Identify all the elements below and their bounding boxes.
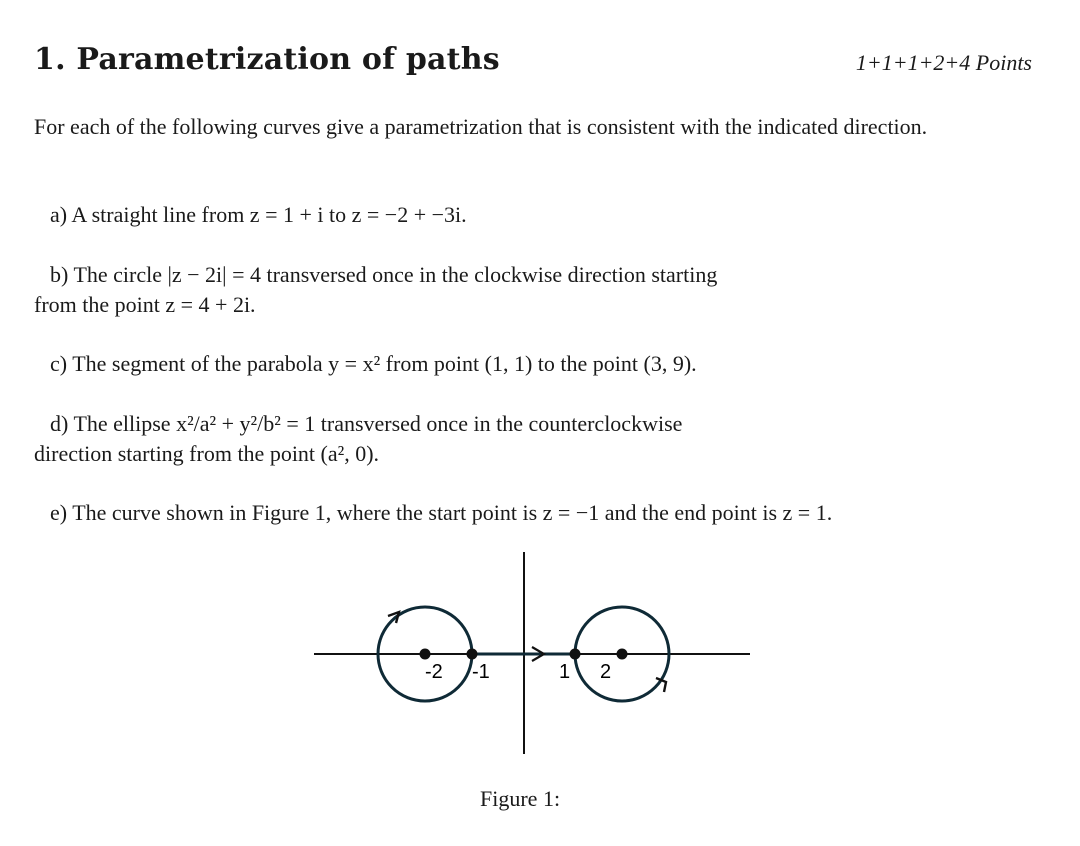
point-1 <box>570 649 581 660</box>
point-minus-1 <box>467 649 478 660</box>
figure-1 <box>310 548 760 758</box>
tick-label-minus-2: -2 <box>425 661 443 683</box>
item-text: The ellipse x²/a² + y²/b² = 1 transversed once in the counterclockwise <box>73 411 683 436</box>
intro-text: For each of the following curves give a parametrization that is consistent with the indicated direction. <box>34 114 928 139</box>
item-label: d) <box>50 411 69 436</box>
tick-label-1: 1 <box>559 661 571 683</box>
item-text-continued: direction starting from the point (a², 0). <box>34 441 380 466</box>
tick-label-2: 2 <box>600 661 612 683</box>
point-minus-2 <box>420 649 431 660</box>
figure-caption: Figure 1: <box>480 786 561 811</box>
item-text-continued: from the point z = 4 + 2i. <box>34 292 256 317</box>
item-b <box>34 260 1034 320</box>
path-diagram <box>310 548 760 758</box>
point-2 <box>617 649 628 660</box>
item-label: c) <box>50 351 68 376</box>
tick-label-minus-1: -1 <box>472 661 490 683</box>
item-text: A straight line from z = 1 + i to z = −2 + −3i. <box>71 202 467 227</box>
item-c <box>34 349 1034 379</box>
item-text: The curve shown in Figure 1, where the start point is z = −1 and the end point is z = 1. <box>72 500 833 525</box>
item-e <box>34 498 1034 528</box>
item-label: e) <box>50 500 68 525</box>
item-label: a) <box>50 202 68 227</box>
item-a <box>34 200 1034 230</box>
problem-title: 1. Parametrization of paths <box>34 42 500 77</box>
item-label: b) <box>50 262 69 287</box>
item-d <box>34 409 1034 469</box>
points-label: 1+1+1+2+4 Points <box>855 50 1032 75</box>
item-text: The segment of the parabola y = x² from point (1, 1) to the point (3, 9). <box>72 351 697 376</box>
item-text: The circle |z − 2i| = 4 transversed once in the clockwise direction starting <box>73 262 718 287</box>
